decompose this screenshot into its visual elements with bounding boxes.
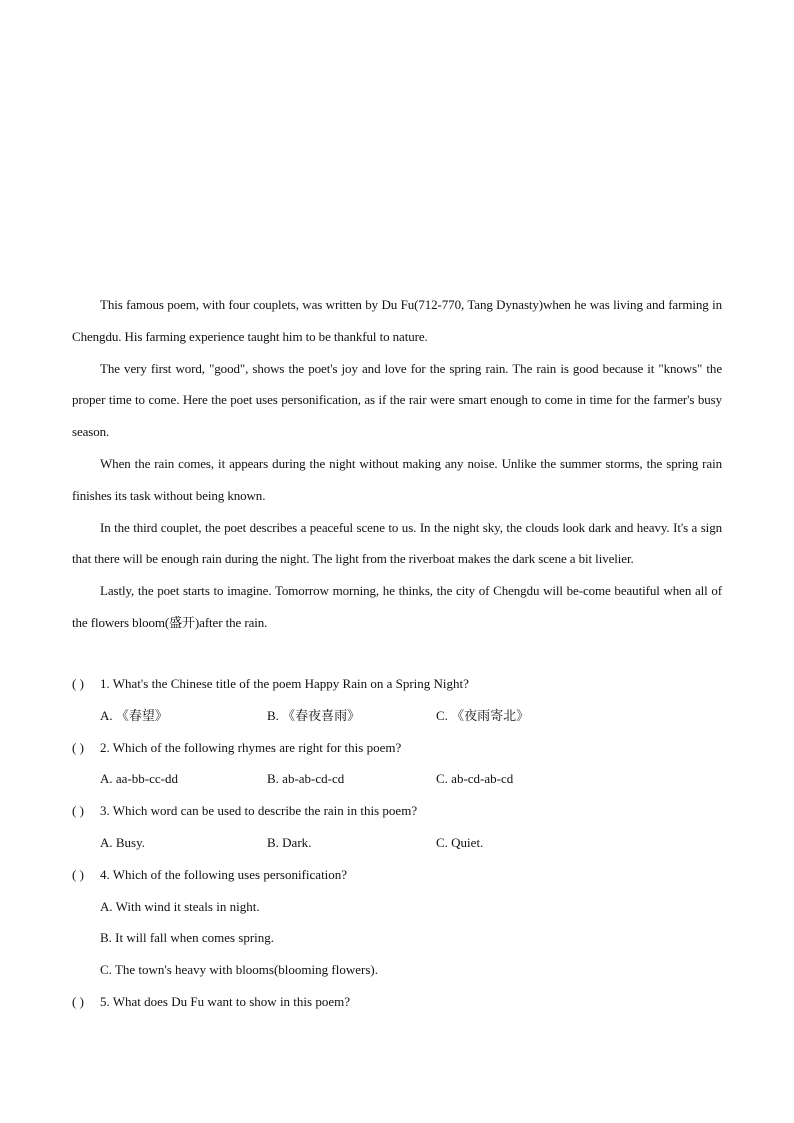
passage-paragraph: Lastly, the poet starts to imagine. Tomorrow morning, he thinks, the city of Chengdu will be-come beautiful when all of the flowers bloom(盛开)after the rain. xyxy=(72,583,722,630)
question-text: 5. What does Du Fu want to show in this poem? xyxy=(100,993,350,1009)
reading-passage xyxy=(72,289,722,639)
question-text: 1. What's the Chinese title of the poem Happy Rain on a Spring Night? xyxy=(100,676,469,691)
question-1 xyxy=(72,668,732,700)
question-text: 3. Which word can be used to describe the rain in this poem? xyxy=(100,803,418,819)
answer-blank[interactable]: ( ) xyxy=(72,676,84,691)
passage-paragraph: In the third couplet, the poet describes a peaceful scene to us. In the night sky, the clouds look dark and heavy. It's a sign that there will be enough rain during the night. The light from the riverboat makes the dark scene a bit livelier. xyxy=(72,519,722,567)
question-5 xyxy=(72,986,732,1018)
question-text: 2. Which of the following rhymes are right for this poem? xyxy=(100,739,402,755)
option-a[interactable]: A. With wind it steals in night. xyxy=(100,898,260,914)
option-a[interactable]: A. Busy. xyxy=(100,834,146,850)
question-4 xyxy=(72,859,732,891)
option-b[interactable]: B. It will fall when comes spring. xyxy=(100,930,275,946)
answer-blank[interactable]: ( ) xyxy=(72,993,84,1009)
option-c[interactable]: C. The town's heavy with blooms(blooming flowers). xyxy=(100,962,378,978)
question-2 xyxy=(72,732,732,764)
option-b[interactable]: B. Dark. xyxy=(267,834,312,850)
passage-paragraph: This famous poem, with four couplets, was written by Du Fu(712-770, Tang Dynasty)when he was living and farming in Chengdu. His farming experience taught him to be thankful to nature. xyxy=(72,297,722,344)
option-b[interactable]: B. ab-ab-cd-cd xyxy=(267,771,345,787)
option-c[interactable]: C. Quiet. xyxy=(436,834,484,850)
option-c[interactable]: C. ab-cd-ab-cd xyxy=(436,771,514,787)
question-list xyxy=(72,668,732,1018)
question-3 xyxy=(72,795,732,827)
question-text: 4. Which of the following uses personification? xyxy=(100,866,348,882)
answer-blank[interactable]: ( ) xyxy=(72,866,84,882)
option-c[interactable]: C. 《夜雨寄北》 xyxy=(436,707,530,723)
passage-paragraph: The very first word, "good", shows the poet's joy and love for the spring rain. The rain is good because it "knows" the proper time to come. Here the poet uses personification, as if the rair were smart enough to come in time for the farmer's busy season. xyxy=(72,360,722,440)
passage-paragraph: When the rain comes, it appears during the night without making any noise. Unlike the summer storms, the spring rain finishes its task without being known. xyxy=(72,455,722,503)
options-row xyxy=(72,763,732,795)
options-row xyxy=(72,827,732,859)
options-row xyxy=(72,700,732,732)
option-b[interactable]: B. 《春夜喜雨》 xyxy=(267,707,361,723)
answer-blank[interactable]: ( ) xyxy=(72,739,84,755)
option-a[interactable]: A. 《春望》 xyxy=(100,707,168,723)
option-a[interactable]: A. aa-bb-cc-dd xyxy=(100,771,178,787)
answer-blank[interactable]: ( ) xyxy=(72,803,84,819)
